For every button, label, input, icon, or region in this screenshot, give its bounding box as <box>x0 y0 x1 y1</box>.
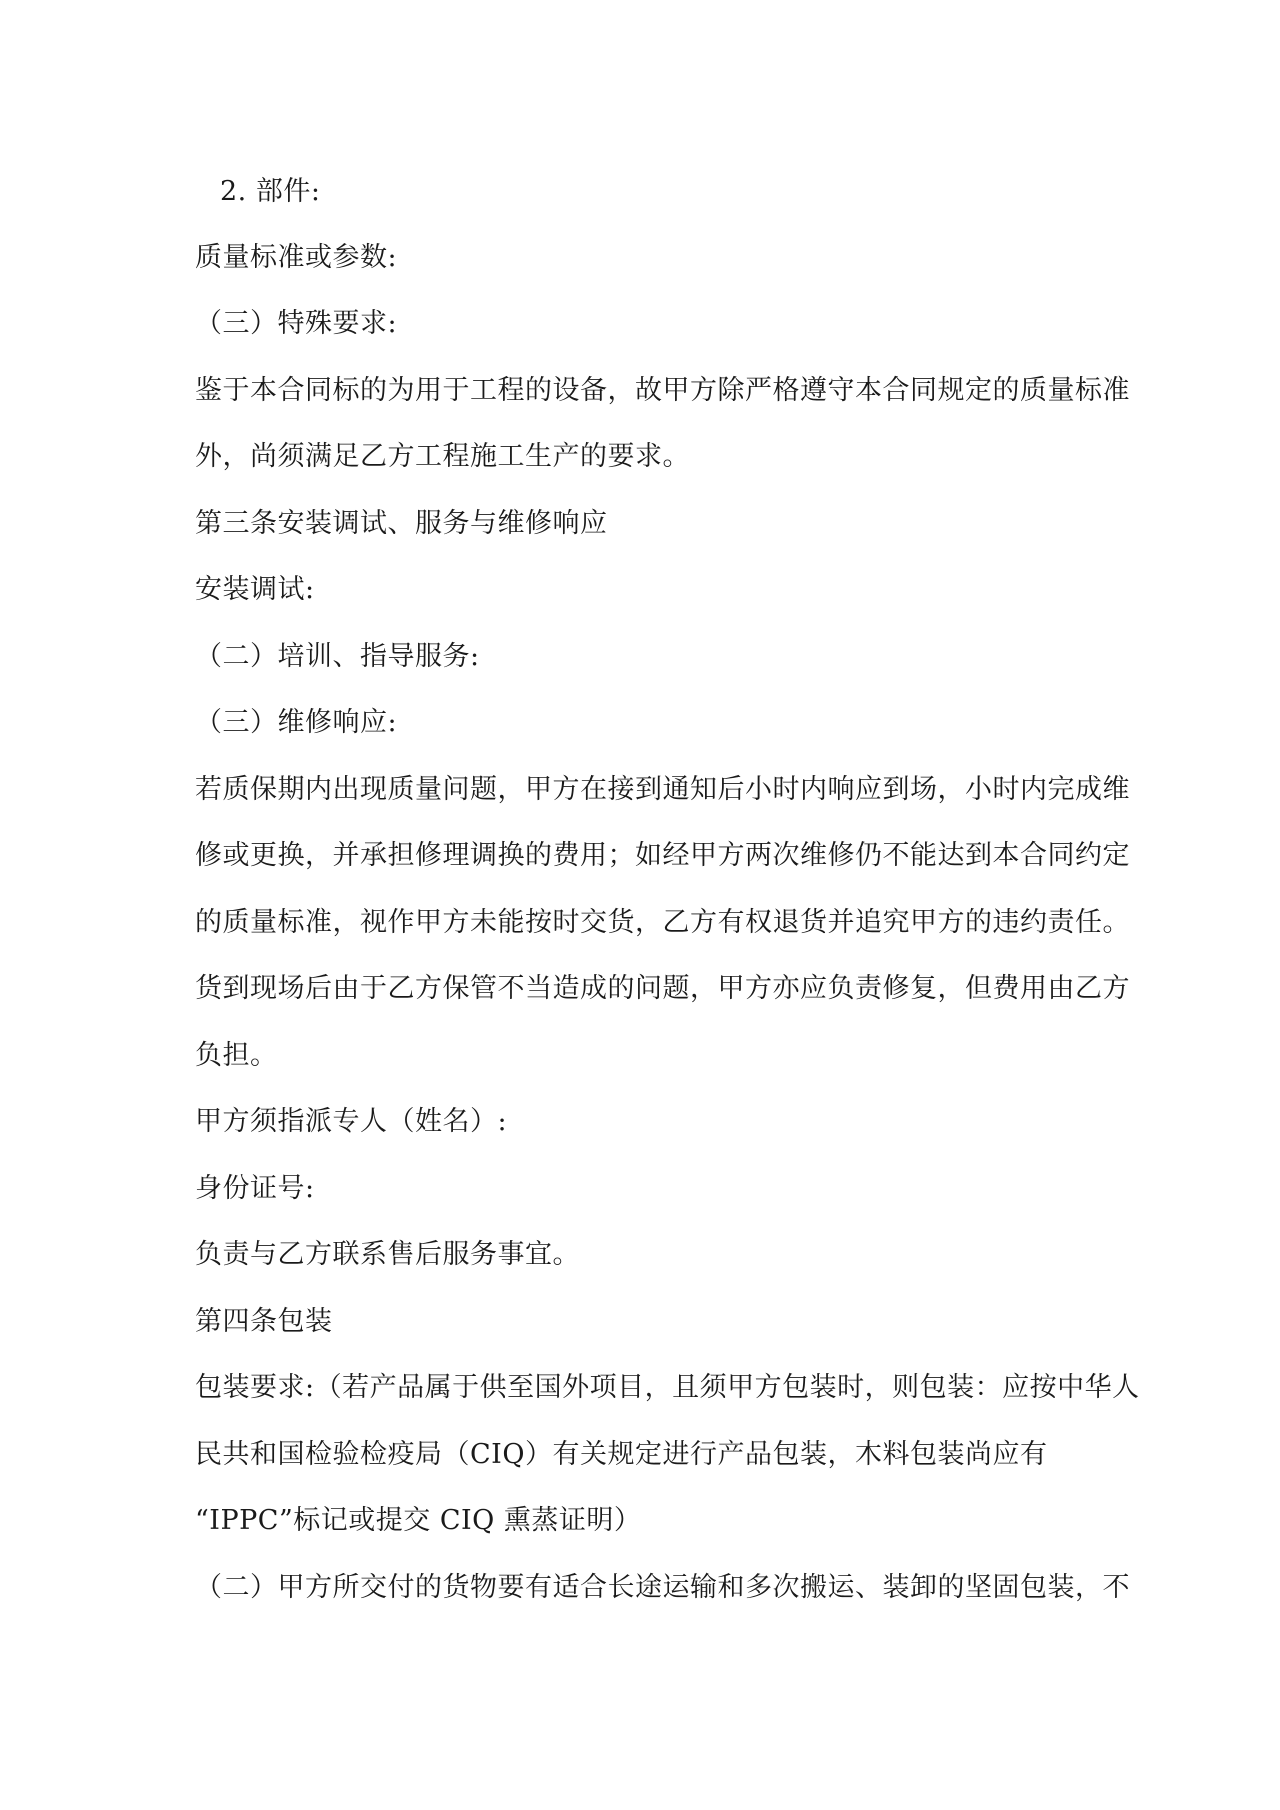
doc-line-7: 安装调试: <box>195 574 315 605</box>
doc-line-16: 身份证号: <box>195 1173 315 1204</box>
doc-line-5: 外，尚须满足乙方工程施工生产的要求。 <box>195 441 690 472</box>
doc-line-19: 包装要求:（若产品属于供至国外项目，且须甲方包装时，则包装：应按中华人 <box>195 1372 1140 1403</box>
doc-line-20: 民共和国检验检疫局（CIQ）有关规定进行产品包装，木料包装尚应有 <box>195 1439 1048 1470</box>
doc-line-2: 质量标准或参数: <box>195 242 398 273</box>
doc-line-14: 负担。 <box>195 1040 278 1071</box>
doc-line-10: 若质保期内出现质量问题，甲方在接到通知后小时内响应到场，小时内完成维 <box>195 774 1130 805</box>
doc-line-12: 的质量标准，视作甲方未能按时交货，乙方有权退货并追究甲方的违约责任。 <box>195 907 1130 938</box>
doc-line-17: 负责与乙方联系售后服务事宜。 <box>195 1239 580 1270</box>
doc-line-8: （二）培训、指导服务: <box>195 641 480 672</box>
doc-line-15: 甲方须指派专人（姓名）: <box>195 1106 508 1137</box>
doc-line-3: （三）特殊要求: <box>195 308 398 339</box>
doc-line-13: 货到现场后由于乙方保管不当造成的问题，甲方亦应负责修复，但费用由乙方 <box>195 973 1130 1004</box>
doc-line-21: “IPPC”标记或提交 CIQ 熏蒸证明） <box>195 1505 642 1536</box>
section-heading-3: 第三条安装调试、服务与维修响应 <box>195 508 608 539</box>
doc-line-11: 修或更换，并承担修理调换的费用；如经甲方两次维修仍不能达到本合同约定 <box>195 840 1130 871</box>
doc-line-22: （二）甲方所交付的货物要有适合长途运输和多次搬运、装卸的坚固包装，不 <box>195 1572 1130 1603</box>
doc-line-4: 鉴于本合同标的为用于工程的设备，故甲方除严格遵守本合同规定的质量标准 <box>195 375 1130 406</box>
section-heading-4: 第四条包装 <box>195 1306 333 1337</box>
doc-line-1: 2. 部件: <box>220 176 321 207</box>
doc-line-9: （三）维修响应: <box>195 707 398 738</box>
